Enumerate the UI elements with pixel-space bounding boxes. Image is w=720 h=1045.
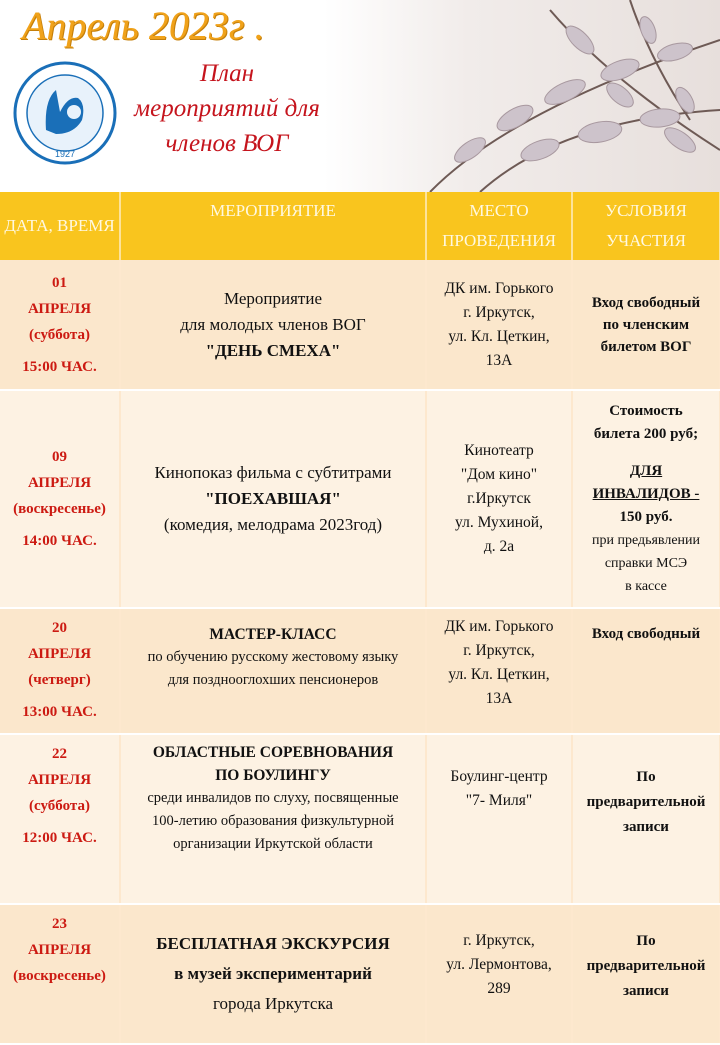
page-header bbox=[0, 0, 720, 192]
table-row bbox=[0, 260, 720, 390]
table-row bbox=[0, 904, 720, 1044]
month-title: Апрель 2023г . bbox=[22, 3, 265, 48]
table-header-row bbox=[0, 192, 720, 260]
table-row bbox=[0, 390, 720, 608]
column-header-place: МЕСТО ПРОВЕДЕНИЯ bbox=[426, 192, 572, 260]
date-cell: 22 АПРЕЛЯ (суббота) 12:00 ЧАС. bbox=[0, 734, 120, 904]
place-cell: Кинотеатр "Дом кино" г.Иркутск ул. Мухиной, д. 2а bbox=[426, 390, 572, 608]
date-cell: 20 АПРЕЛЯ (четверг) 13:00 ЧАС. bbox=[0, 608, 120, 734]
event-cell: МАСТЕР-КЛАСС по обучению русскому жестовому языку для позднооглохших пенсионеров bbox=[120, 608, 426, 734]
date-cell: 23 АПРЕЛЯ (воскресенье) bbox=[0, 904, 120, 1044]
plan-title: План мероприятий для членов ВОГ bbox=[134, 60, 320, 157]
event-cell: Мероприятие для молодых членов ВОГ "ДЕНЬ СМЕХА" bbox=[120, 260, 426, 390]
place-cell: ДК им. Горького г. Иркутск, ул. Кл. Цеткин, 13А bbox=[426, 260, 572, 390]
vog-logo-icon bbox=[12, 60, 118, 166]
conditions-cell: Вход свободный bbox=[572, 608, 720, 734]
willow-branches-image bbox=[390, 0, 720, 192]
events-table bbox=[0, 192, 720, 1045]
table-row bbox=[0, 608, 720, 734]
conditions-cell: По предварительной записи bbox=[572, 904, 720, 1044]
event-cell: БЕСПЛАТНАЯ ЭКСКУРСИЯ в музей экспериментарий города Иркутска bbox=[120, 904, 426, 1044]
table-row bbox=[0, 734, 720, 904]
column-header-date: ДАТА, ВРЕМЯ bbox=[0, 192, 120, 260]
logo-year: 1927 bbox=[54, 149, 76, 159]
date-cell: 01 АПРЕЛЯ (суббота) 15:00 ЧАС. bbox=[0, 260, 120, 390]
date-cell: 09 АПРЕЛЯ (воскресенье) 14:00 ЧАС. bbox=[0, 390, 120, 608]
conditions-cell: Стоимость билета 200 руб; ДЛЯ ИНВАЛИДОВ - 150 руб. при предьявлении справки МСЭ в кассе bbox=[572, 390, 720, 608]
column-header-conditions: УСЛОВИЯ УЧАСТИЯ bbox=[572, 192, 720, 260]
place-cell: Боулинг-центр "7- Миля" bbox=[426, 734, 572, 904]
place-cell: ДК им. Горького г. Иркутск, ул. Кл. Цеткин, 13А bbox=[426, 608, 572, 734]
event-cell: Кинопоказ фильма с субтитрами "ПОЕХАВШАЯ" (комедия, мелодрама 2023год) bbox=[120, 390, 426, 608]
event-cell: ОБЛАСТНЫЕ СОРЕВНОВАНИЯ ПО БОУЛИНГУ среди инвалидов по слуху, посвященные 100-летию образования физкультурной организации Иркутской области bbox=[120, 734, 426, 904]
conditions-cell: По предварительной записи bbox=[572, 734, 720, 904]
place-cell: г. Иркутск, ул. Лермонтова, 289 bbox=[426, 904, 572, 1044]
conditions-cell: Вход свободный по членским билетом ВОГ bbox=[572, 260, 720, 390]
column-header-event: МЕРОПРИЯТИЕ bbox=[120, 192, 426, 260]
